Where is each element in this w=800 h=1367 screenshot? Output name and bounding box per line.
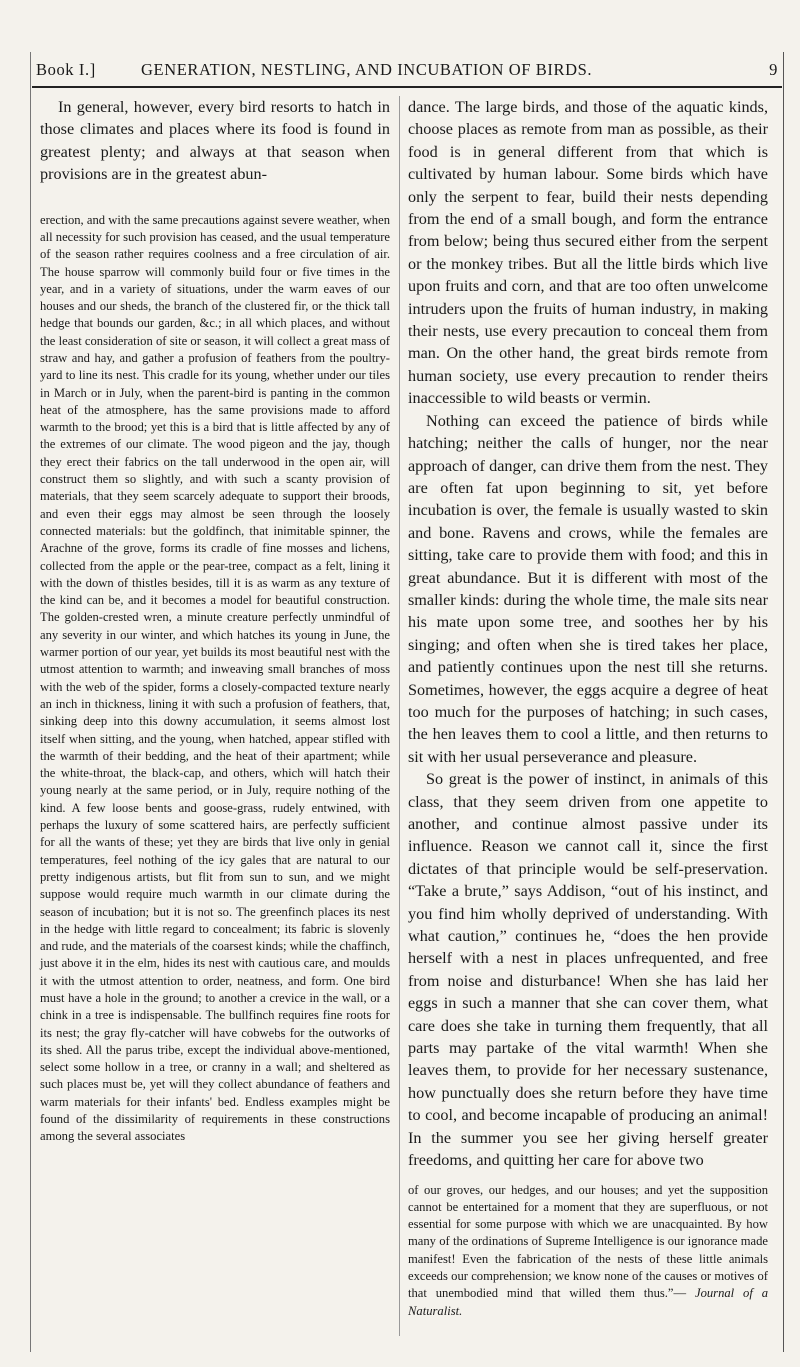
- page-edge-left: [30, 52, 31, 1352]
- quote-source: Journal of a Naturalist.: [408, 1286, 768, 1318]
- spacer: [408, 1172, 768, 1182]
- book-label: Book I.]: [36, 60, 96, 79]
- right-column: [408, 96, 768, 1320]
- paragraph-2: Nothing can exceed the patience of birds while hatching; neither the calls of hunger, nor the near approach of danger, can drive them from the nest. They are often fat upon beginning to sit, yet before incubation is over, the female is usually wasted to skin and bone. Ravens and crows, while the females are sitting, take care to provide them with food; and this in great abundance. But it is different with most of the smaller kinds: during the whole time, the male sits near his mate upon some tree, and soothes her by his singing; and often when she is tired takes her place, and patiently continues upon the nest till she returns. Sometimes, however, the eggs acquire a degree of heat too much for the purposes of hatching; in such cases, the hen leaves them to cool a little, and then returns to sit with her usual perseverance and pleasure.: [408, 411, 768, 766]
- header-rule: [32, 86, 782, 88]
- paragraph-3: So great is the power of instinct, in animals of this class, that they seem driven from one appetite to another, and continue almost passive under its influence. Reason we cannot call it, since the first dictates of that principle would be self-preservation. “Take a brute,” says Addison, “out of his instinct, and you find him wholly deprived of understanding. With what caution,” continues he, “does the hen provide herself with a nest in places unfrequented, and free from noise and disturbance! When she has laid her eggs in such a manner that she can cover them, what care does she take in turning them frequently, that all parts may partake of the vital warmth! When she leaves them, to provide for her necessary sustenance, how punctually does she return before they have time to cool, and become incapable of producing an animal! In the summer you see her giving herself greater freedoms, and quitting her care for above two: [408, 770, 768, 1170]
- paragraph-1: dance. The large birds, and those of the aquatic kinds, choose places as remote from man as possible, as their food is in general different from that which is cultivated by human labour. Some birds which have only the serpent to fear, build their nests depending from the end of a small bough, and form the entrance from below; being thus secured either from the serpent or the monkey tribes. But all the little birds which live upon fruits and corn, and that are too often unwelcome intruders upon the fruits of human industry, in making their nests, use every precaution to conceal them from man. On the other hand, the great birds remote from human society, use every precaution to render theirs inaccessible to wild beasts or vermin.: [408, 98, 768, 408]
- quoted-passage-end: [408, 1182, 768, 1320]
- page-number: 9: [769, 60, 778, 79]
- quoted-passage: erection, and with the same precautions against severe weather, when all necessity for such provision has ceased, and the usual temperature of the season rather requires coolness and a free circulation of air. The house sparrow will commonly build four or five times in the year, and in a variety of situations, under the warm eaves of our houses and our sheds, the branch of the clustered fir, or the thick tall hedge that bounds our garden, &c.; in all which places, and without the least consideration of site or season, it will collect a great mass of straw and hay, and gather a profusion of feathers from the poultry-yard to line its nest. This cradle for its young, whether under our tiles in March or in July, when the parent-bird is panting in the common heat of the atmosphere, has the same provisions made to afford warmth to the brood; yet this is a bird that is little affected by any of the extremes of our climate. The wood pigeon and the jay, though they erect their fabrics on the tall underwood in the open air, will construct them so slightly, and with such a scanty provision of materials, that they seem scarcely adequate to support their broods, and even their eggs may almost be seen through the loosely connected materials: but the goldfinch, that inimitable spinner, the Arachne of the grove, forms its cradle of fine mosses and lichens, collected from the apple or the pear-tree, compact as a felt, lining it with the down of thistles besides, till it is as warm as any texture of the kind can be, and it becomes a model for beautiful construction. The golden-crested wren, a minute creature perfectly unmindful of any severity in our winter, and which hatches its young in June, the warmer portion of our year, yet builds its most beautiful nest with the utmost attention to warmth; and inweaving small branches of moss with the web of the spider, forms a closely-compacted texture nearly an inch in thickness, lining it with such a profusion of feathers, that, sinking deep into this downy accumulation, it seems almost lost itself when sitting, and the young, when hatched, appear stifled with the warmth of their bedding, and the heat of their apartment; while the white-throat, the black-cap, and others, which will hatch their young nearly at the same period, or in July, require nothing of the kind. A few loose bents and goose-grass, rudely entwined, with perhaps the luxury of some scattered hairs, are perfectly sufficient for all the wants of these; yet they are birds that live only in genial temperatures, feel nothing of the icy gales that are natural to our pretty indigenous artists, but flit from sun to sun, and we might suppose would require much warmth in our climate during the season of incubation; but it is not so. The greenfinch places its nest in the hedge with little regard to concealment; its fabric is slovenly and rude, and the materials of the coarsest kinds; while the chaffinch, just above it in the elm, hides its nest with cautious care, and moulds it with the utmost attention to order, neatness, and form. One bird must have a hole in the ground; to another a crevice in the wall, or a chink in a tree is indispensable. The bullfinch requires fine roots for its nest; the gray fly-catcher will have cobwebs for the outworks of its shed. All the parus tribe, except the individual above-mentioned, select some hollow in a tree, or cranny in a wall; and sheltered as such places must be, yet will they collect abundance of feathers and warm materials for their infants' bed. Endless examples might be found of the dissimilarity of requirements in these constructions among the several associates: [40, 212, 390, 1144]
- spacer: [40, 186, 390, 212]
- quote-text: of our groves, our hedges, and our houses; and yet the supposition cannot be entertained for a moment that they are superfluous, or not essential for some purpose with which we are unacquainted. By how many of the ordinations of Supreme Intelligence is our ignorance made manifest! Even the fabrication of the nests of these little animals exceeds our comprehension; we know none of the causes or motives of that unembodied mind that willed them thus.”—: [408, 1182, 768, 1301]
- intro-paragraph: In general, however, every bird resorts to hatch in those climates and places where its food is found in greatest plenty; and always at that season when provisions are in the greatest abun-: [40, 98, 390, 184]
- column-divider: [399, 96, 400, 1336]
- left-column: [40, 96, 390, 1146]
- page-edge-right: [783, 52, 784, 1352]
- running-header: [36, 60, 778, 88]
- chapter-title: GENERATION, NESTLING, AND INCUBATION OF BIRDS.: [141, 60, 593, 79]
